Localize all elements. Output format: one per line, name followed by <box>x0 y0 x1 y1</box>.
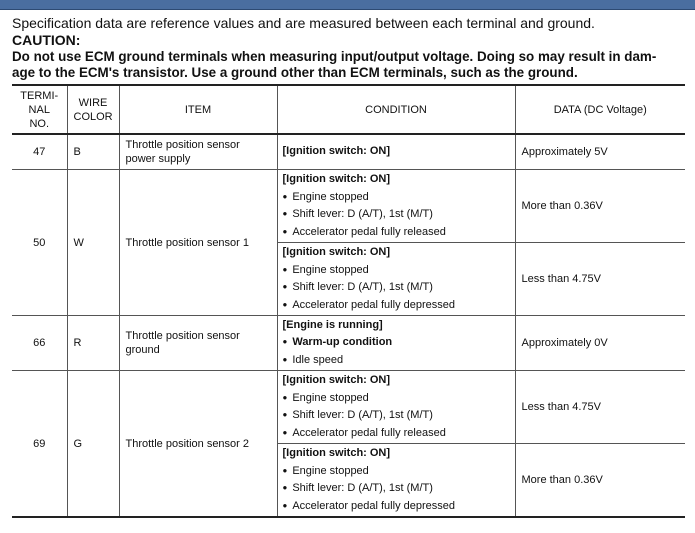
condition-title: [Engine is running] <box>282 318 383 331</box>
condition-cell <box>277 444 515 518</box>
condition-item: ● Shift lever: D (A/T), 1st (M/T) <box>283 407 510 425</box>
data-cell: Less than 4.75V <box>515 243 685 316</box>
condition-title: [Ignition switch: ON] <box>282 374 391 386</box>
wire-color: B <box>67 134 119 170</box>
item-cell: Throttle position sensor 2 <box>119 371 277 518</box>
condition-item: ● Accelerator pedal fully depressed <box>283 498 510 516</box>
terminal-no: 69 <box>12 371 67 518</box>
condition-item: ● Shift lever: D (A/T), 1st (M/T) <box>283 480 510 498</box>
condition-item: ● Accelerator pedal fully released <box>283 224 510 242</box>
condition-cell <box>277 316 515 371</box>
table-row <box>12 371 685 444</box>
item-cell: Throttle position sensor ground <box>119 316 277 371</box>
condition-item: ● Engine stopped <box>283 262 510 280</box>
condition-item: ● Warm-up condition <box>283 334 510 352</box>
data-cell: More than 0.36V <box>515 444 685 518</box>
caution-line-1: Do not use ECM ground terminals when measuring input/output voltage. Doing so may result in dam- <box>12 49 657 64</box>
data-cell: More than 0.36V <box>515 170 685 243</box>
header-data: DATA (DC Voltage) <box>515 85 685 134</box>
spec-note: Specification data are reference values and are measured between each terminal and ground. <box>12 15 595 31</box>
condition-item: ● Engine stopped <box>283 189 510 207</box>
header-item: ITEM <box>119 85 277 134</box>
caution-line-2: age to the ECM's transistor. Use a ground other than ECM terminals, such as the ground. <box>12 65 578 80</box>
caution-title: CAUTION: <box>12 32 81 48</box>
item-cell: Throttle position sensor power supply <box>119 134 277 170</box>
data-cell: Approximately 0V <box>515 316 685 371</box>
data-cell: Approximately 5V <box>515 134 685 170</box>
condition-item: ● Engine stopped <box>283 463 510 481</box>
item-cell: Throttle position sensor 1 <box>119 170 277 316</box>
terminal-no: 47 <box>12 134 67 170</box>
condition-title: [Ignition switch: ON] <box>282 145 391 158</box>
condition-cell <box>277 134 515 170</box>
table-header-row <box>12 85 685 134</box>
condition-cell <box>277 170 515 243</box>
condition-title: [Ignition switch: ON] <box>282 447 391 459</box>
condition-item: ● Idle speed <box>283 352 510 370</box>
window-top-bar <box>0 0 695 10</box>
condition-item: ● Engine stopped <box>283 390 510 408</box>
condition-item: ● Shift lever: D (A/T), 1st (M/T) <box>283 206 510 224</box>
condition-title: [Ignition switch: ON] <box>282 173 391 185</box>
wire-color: W <box>67 170 119 316</box>
condition-item: ● Accelerator pedal fully released <box>283 425 510 443</box>
header-condition: CONDITION <box>277 85 515 134</box>
header-terminal-no: TERMI- NAL NO. <box>12 85 67 134</box>
table-row <box>12 134 685 170</box>
terminal-no: 50 <box>12 170 67 316</box>
wire-color: G <box>67 371 119 518</box>
condition-cell <box>277 371 515 444</box>
condition-cell <box>277 243 515 316</box>
document-content <box>12 14 688 518</box>
table-row <box>12 316 685 371</box>
condition-item: ● Shift lever: D (A/T), 1st (M/T) <box>283 279 510 297</box>
terminal-no: 66 <box>12 316 67 371</box>
condition-title: [Ignition switch: ON] <box>282 246 391 258</box>
terminal-spec-table <box>12 84 685 518</box>
condition-item: ● Accelerator pedal fully depressed <box>283 297 510 315</box>
data-cell: Less than 4.75V <box>515 371 685 444</box>
table-row <box>12 170 685 243</box>
wire-color: R <box>67 316 119 371</box>
header-wire-color: WIRE COLOR <box>67 85 119 134</box>
